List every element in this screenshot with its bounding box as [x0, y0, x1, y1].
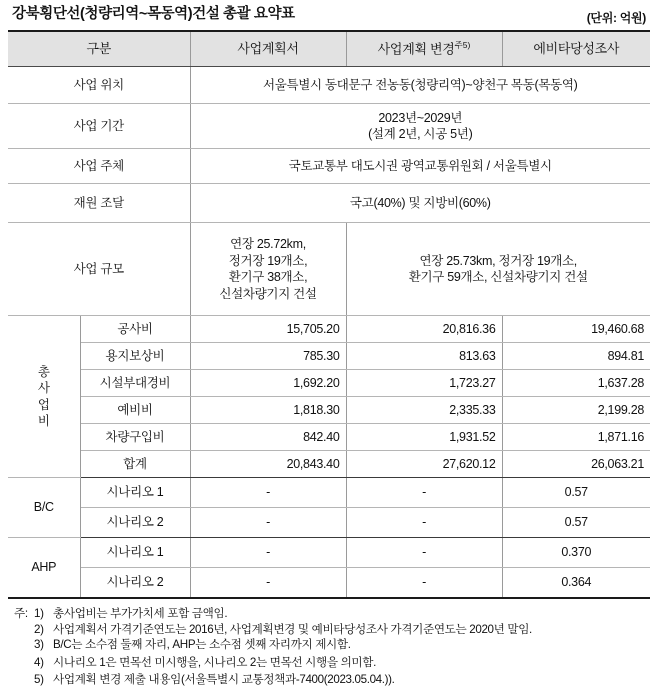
cost-row-plan: 842.40 [190, 424, 346, 451]
ahp-row-change: - [346, 538, 502, 568]
footnote-prefix: 주: [14, 607, 28, 620]
cost-row-feasibility: 26,063.21 [502, 451, 650, 478]
row-label-scale: 사업 규모 [8, 223, 190, 316]
table-row-ahp-scenario-1 [8, 538, 650, 568]
ahp-row-plan: - [190, 538, 346, 568]
cost-row-change: 27,620.12 [346, 451, 502, 478]
cost-row-change: 20,816.36 [346, 316, 502, 343]
total-cost-char-3: 업 [37, 397, 50, 412]
row-value-authority: 국토교통부 대도시권 광역교통위원회 / 서울특별시 [190, 149, 650, 184]
scale-plan-line-2: 정거장 19개소, [228, 253, 308, 268]
total-cost-char-4: 비 [37, 414, 50, 428]
table-row-location [8, 67, 650, 104]
row-value-scale-change-feasibility [346, 223, 650, 316]
cost-row-change: 2,335.33 [346, 397, 502, 424]
cost-row-label: 예비비 [80, 397, 190, 424]
cost-row-plan: 785.30 [190, 343, 346, 370]
scale-plan-line-1: 연장 25.72km, [230, 237, 306, 251]
footnote-number: 3) [34, 638, 44, 652]
row-value-period [190, 104, 650, 149]
header-plan-change-footnote-ref: 주5) [454, 40, 471, 51]
table-row-ahp-scenario-2 [8, 568, 650, 599]
footnote-number: 4) [34, 655, 44, 669]
bc-row-label: 시나리오 2 [80, 508, 190, 538]
table-row-cost-total [8, 451, 650, 478]
bc-row-plan: - [190, 478, 346, 508]
bc-row-feasibility: 0.57 [502, 478, 650, 508]
ahp-row-feasibility: 0.370 [502, 538, 650, 568]
cost-row-plan: 1,818.30 [190, 397, 346, 424]
scale-plan-line-4: 신설차량기지 건설 [219, 286, 317, 301]
cost-row-change: 1,931.52 [346, 424, 502, 451]
ahp-row-label: 시나리오 1 [80, 538, 190, 568]
total-cost-char-1: 총 [37, 364, 50, 379]
footnote-number: 1) [34, 607, 44, 620]
footnotes [8, 608, 650, 686]
cost-row-label: 공사비 [80, 316, 190, 343]
header-plan-change-label: 사업계획 변경 [377, 41, 455, 57]
ahp-row-plan: - [190, 568, 346, 599]
page-title: 강북횡단선(청량리역~목동역)건설 총괄 요약표 [12, 6, 295, 22]
group-label-bc: B/C [8, 478, 80, 538]
footnote-text: 사업계획서 가격기준연도는 2016년, 사업계획변경 및 예비타당성조사 가격기준연도는 2020년 말임. [53, 622, 532, 636]
bc-row-change: - [346, 478, 502, 508]
table-row-reserve [8, 397, 650, 424]
footnote-item [14, 624, 650, 636]
footnote-text: B/C는 소수점 둘째 자리, AHP는 소수점 셋째 자리까지 제시함. [53, 638, 351, 652]
table-row-bc-scenario-2 [8, 508, 650, 538]
row-label-authority: 사업 주체 [8, 149, 190, 184]
header-cell-plan-change [346, 31, 502, 67]
period-line-2: (설계 2년, 시공 5년) [368, 127, 473, 141]
row-label-funding: 재원 조달 [8, 184, 190, 223]
header-cell-plan: 사업계획서 [190, 31, 346, 67]
row-label-location: 사업 위치 [8, 67, 190, 104]
ahp-row-feasibility: 0.364 [502, 568, 650, 599]
summary-table [8, 30, 650, 599]
table-row-period [8, 104, 650, 149]
scale-change-line-1: 연장 25.73km, 정거장 19개소, [419, 253, 577, 268]
cost-row-label: 합계 [80, 451, 190, 478]
row-value-funding: 국고(40%) 및 지방비(60%) [190, 184, 650, 223]
header-cell-feasibility: 에비타당성조사 [502, 31, 650, 67]
footnote-item [14, 657, 650, 669]
scale-plan-line-3: 환기구 38개소, [228, 270, 308, 284]
table-header-row [8, 31, 650, 67]
cost-row-feasibility: 19,460.68 [502, 316, 650, 343]
footnote-number: 5) [34, 673, 44, 686]
total-cost-char-2: 사 [37, 381, 50, 395]
footnote-text: 총사업비는 부가가치세 포함 금액임. [53, 607, 228, 620]
cost-row-feasibility: 894.81 [502, 343, 650, 370]
footnote-number: 2) [34, 622, 44, 636]
row-value-location: 서울특별시 동대문구 전농동(청량리역)~양천구 목동(목동역) [190, 67, 650, 104]
footnote-text: 사업계획 변경 제출 내용임(서울특별시 교통정책과-7400(2023.05.04.)). [53, 673, 395, 686]
cost-row-change: 1,723.27 [346, 370, 502, 397]
ahp-row-label: 시나리오 2 [80, 568, 190, 599]
ahp-row-change: - [346, 568, 502, 599]
footnote-text: 시나리오 1은 면목선 미시행을, 시나리오 2는 면목선 시행을 의미함. [53, 655, 376, 669]
cost-row-label: 시설부대경비 [80, 370, 190, 397]
table-row-facility-incidental [8, 370, 650, 397]
cost-row-label: 차량구입비 [80, 424, 190, 451]
footnote-item [14, 674, 650, 686]
bc-row-feasibility: 0.57 [502, 508, 650, 538]
table-row-authority [8, 149, 650, 184]
cost-row-plan: 20,843.40 [190, 451, 346, 478]
group-label-ahp: AHP [8, 538, 80, 599]
bc-row-plan: - [190, 508, 346, 538]
row-label-period: 사업 기간 [8, 104, 190, 149]
table-row-land-compensation [8, 343, 650, 370]
cost-row-feasibility: 1,871.16 [502, 424, 650, 451]
table-row-funding [8, 184, 650, 223]
cost-row-label: 용지보상비 [80, 343, 190, 370]
cost-row-change: 813.63 [346, 343, 502, 370]
cost-row-plan: 15,705.20 [190, 316, 346, 343]
unit-label: (단위: 억원) [586, 11, 646, 25]
footnote-item [14, 608, 650, 620]
row-value-scale-plan [190, 223, 346, 316]
table-row-scale [8, 223, 650, 316]
bc-row-label: 시나리오 1 [80, 478, 190, 508]
cost-row-plan: 1,692.20 [190, 370, 346, 397]
table-row-vehicle-purchase [8, 424, 650, 451]
title-row [8, 0, 650, 30]
scale-change-line-2: 환기구 59개소, 신설차량기지 건설 [408, 270, 588, 284]
table-row-bc-scenario-1 [8, 478, 650, 508]
cost-row-feasibility: 2,199.28 [502, 397, 650, 424]
footnote-item [14, 639, 650, 651]
header-cell-category: 구분 [8, 31, 190, 67]
bc-row-change: - [346, 508, 502, 538]
period-line-1: 2023년~2029년 [378, 110, 463, 125]
cost-row-feasibility: 1,637.28 [502, 370, 650, 397]
group-label-total-project-cost [8, 316, 80, 478]
table-row-construction-cost [8, 316, 650, 343]
